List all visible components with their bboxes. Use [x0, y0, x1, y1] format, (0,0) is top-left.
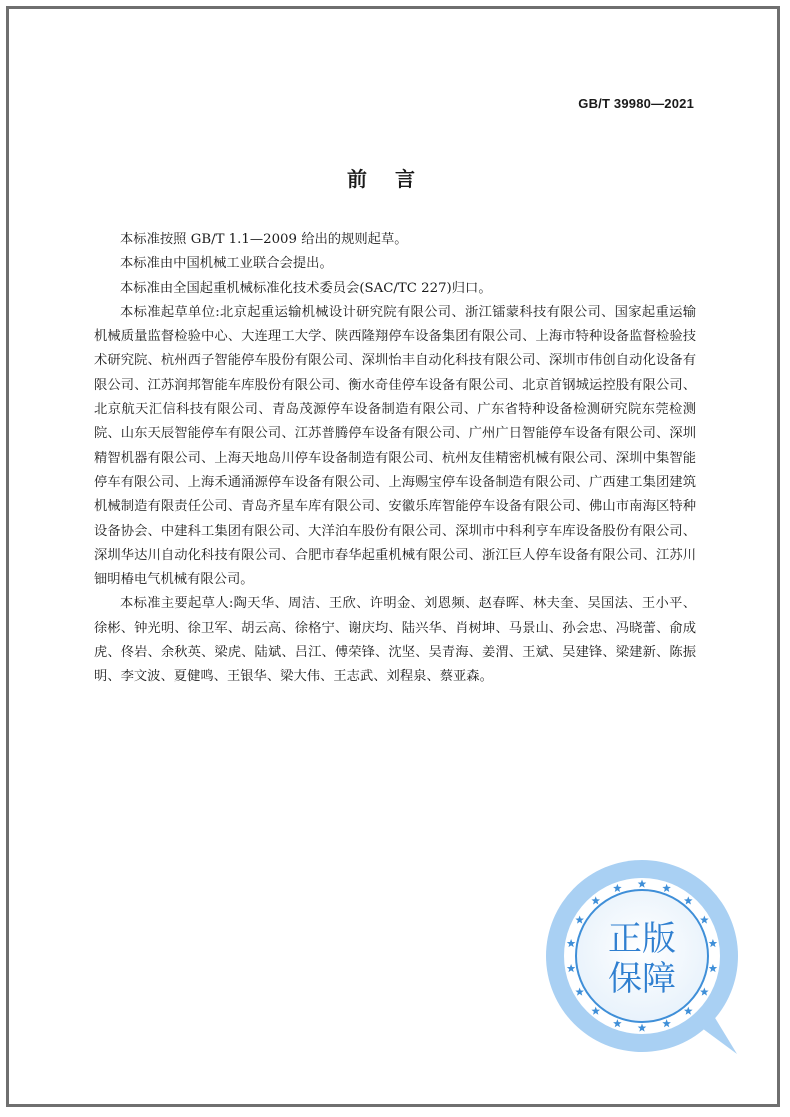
standard-code: GB/T 39980—2021 [578, 96, 694, 111]
genuine-guarantee-seal [541, 858, 743, 1060]
seal-text-line2: 保障 [608, 959, 676, 999]
seal-text-line1: 正版 [608, 919, 676, 959]
paragraph-proposer: 本标准由中国机械工业联合会提出。 [120, 256, 333, 272]
page-title: 前言 [347, 167, 443, 191]
paragraph-committee: 本标准由全国起重机械标准化技术委员会(SAC/TC 227)归口。 [120, 280, 492, 296]
body-text [94, 228, 696, 690]
paragraph-drafting-rules: 本标准按照 GB/T 1.1—2009 给出的规则起草。 [120, 232, 408, 247]
paragraph-drafting-units: 本标准起草单位:北京起重运输机械设计研究院有限公司、浙江镭蒙科技有限公司、国家起重运输机械质量监督检验中心、大连理工大学、陕西隆翔停车设备集团有限公司、上海市特种设备监督检验技术研究院、杭州西子智能停车股份有限公司、深圳怡丰自动化科技有限公司、深圳市伟创自动化设备有限公司、江苏润邦智能车库股份有限公司、衡水奇佳停车设备有限公司、北京首钢城运控股有限公司、北京航天汇信科技有限公司、青岛茂源停车设备制造有限公司、广东省特种设备检测研究院东莞检测院、山东天辰智能停车有限公司、江苏普腾停车设备有限公司、广州广日智能停车设备有限公司、深圳精智机器有限公司、上海天地岛川停车设备制造有限公司、杭州友佳精密机械有限公司、深圳中集智能停车有限公司、上海禾通涌源停车设备有限公司、上海赐宝停车设备制造有限公司、广西建工集团建筑机械制造有限责任公司、青岛齐星车库有限公司、安徽乐库智能停车设备有限公司、佛山市南海区特种设备协会、中建科工集团有限公司、大洋泊车股份有限公司、深圳市中科利亨车库设备股份有限公司、深圳华达川自动化科技有限公司、合肥市春华起重机械有限公司、浙江巨人停车设备有限公司、江苏川钿明椿电气机械有限公司。 [94, 304, 696, 588]
paragraph-drafters: 本标准主要起草人:陶天华、周洁、王欣、许明金、刘恩频、赵春晖、林夫奎、吴国法、王小平、徐彬、钟光明、徐卫军、胡云高、徐格宁、谢庆均、陆兴华、肖树坤、马景山、孙会忠、冯晓蕾、俞成虎、佟岩、余秋英、梁虎、陆斌、吕江、傅荣锋、沈坚、吴青海、姜渭、王斌、吴建锋、梁建新、陈振明、李文波、夏健鸣、王银华、梁大伟、王志武、刘程泉、蔡亚森。 [94, 596, 696, 685]
